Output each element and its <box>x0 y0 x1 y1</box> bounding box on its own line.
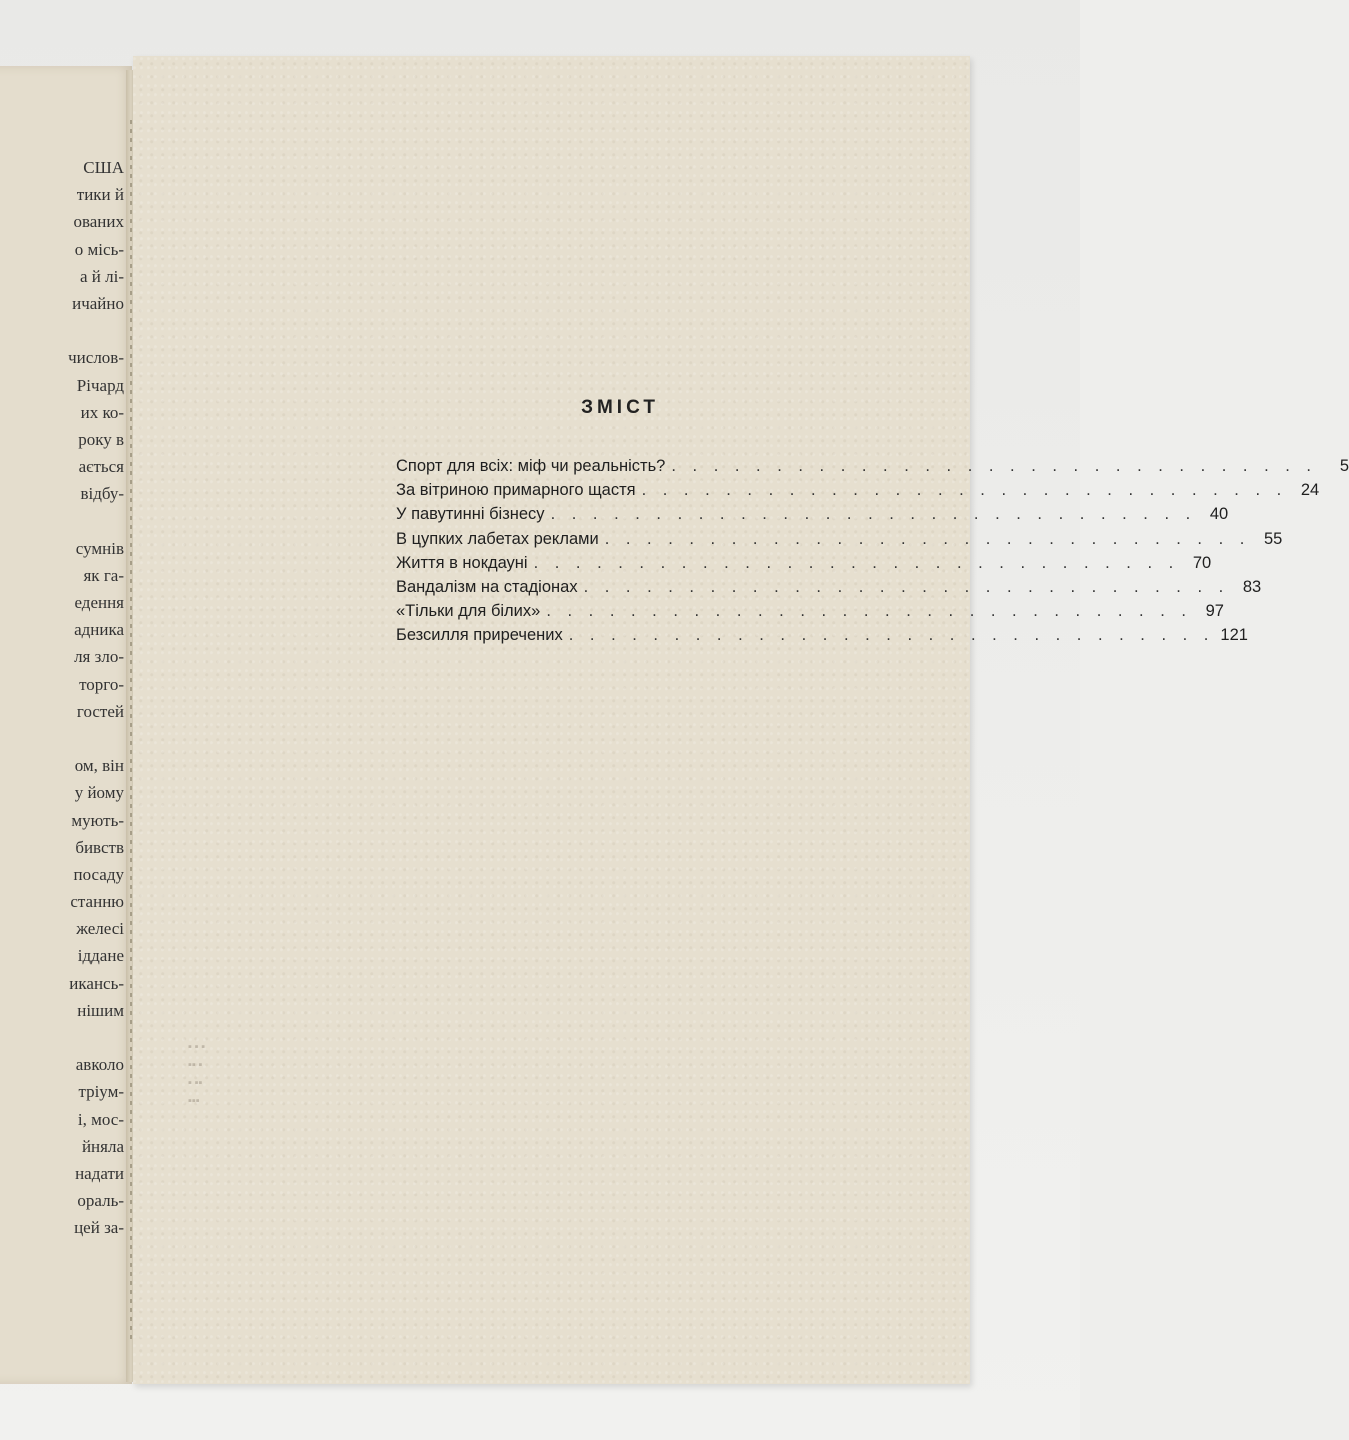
left-page-line: числов- <box>68 348 124 368</box>
left-page-line: відбу- <box>80 484 124 504</box>
left-page-line: о місь- <box>74 239 124 259</box>
toc-entry-title: В цупких лабетах реклами <box>396 529 599 548</box>
toc-dot-leader: . . . . . . . . . . . . . . . . . . . . . . . . . . . . . . . <box>550 505 1197 524</box>
toc-entry-title: «Тільки для білих» <box>396 602 541 621</box>
left-page-line: иканcь- <box>69 973 124 993</box>
left-page-line: гостей <box>76 701 124 721</box>
left-page-line: року в <box>78 429 124 449</box>
toc-entry-title: У павутинні бізнесу <box>396 505 545 524</box>
left-page-line: желесі <box>76 919 124 939</box>
toc-entry-title: Життя в нокдауні <box>396 553 528 572</box>
left-page-line: едення <box>74 593 124 612</box>
left-page-line: сумнів <box>75 538 124 558</box>
left-page-line: ованих <box>73 212 124 232</box>
paragraph-gap <box>0 725 124 752</box>
left-page-line: адника <box>74 620 124 640</box>
toc-entry <box>396 599 1224 623</box>
left-page-line: і, мос- <box>77 1109 124 1129</box>
toc-entry <box>396 623 1248 647</box>
right-page <box>133 56 970 1384</box>
toc-entry-page: 24 <box>1300 481 1320 500</box>
left-page-line: их ко- <box>80 402 124 422</box>
left-page-line: нішим <box>77 1000 124 1020</box>
paragraph-gap <box>0 1024 124 1051</box>
left-page-line: цей за- <box>74 1218 124 1238</box>
left-page-line: тріум- <box>78 1082 124 1102</box>
left-page-line: тики й <box>76 185 124 205</box>
toc-dot-leader: . . . . . . . . . . . . . . . . . . . . . . . . . . . . . . . <box>568 626 1215 645</box>
left-page-line: мують- <box>71 810 124 830</box>
toc-entry-page: 121 <box>1220 626 1248 645</box>
paragraph-gap <box>0 317 124 344</box>
toc-entry-page: 97 <box>1205 602 1224 621</box>
toc-title: ЗМІСТ <box>581 397 659 418</box>
left-page-line: ораль- <box>77 1191 124 1211</box>
left-page-line: ля зло- <box>74 647 124 667</box>
left-page-line: США <box>83 158 124 177</box>
left-page-line: а й лі- <box>79 266 124 286</box>
left-page-text <box>0 154 124 1242</box>
toc-entry-title: Спорт для всіх: міф чи реальність? <box>396 457 666 475</box>
toc-entry <box>396 575 1262 599</box>
left-page-line: йняла <box>81 1136 124 1156</box>
left-page-line: торго- <box>79 674 124 694</box>
left-page-line: посаду <box>73 864 124 884</box>
left-page-line: ається <box>78 457 124 477</box>
left-page-line: ом, він <box>74 756 124 776</box>
toc-dot-leader: . . . . . . . . . . . . . . . . . . . . . . . . . . . . . . . <box>671 457 1317 475</box>
toc-entry <box>396 502 1229 526</box>
toc-entry-page: 55 <box>1263 529 1283 548</box>
paragraph-gap <box>0 507 124 534</box>
left-page-line: надати <box>75 1163 124 1183</box>
left-page-line: авколо <box>75 1055 124 1075</box>
left-page-line: бивств <box>75 837 124 857</box>
toc-entry-page: 5 <box>1339 457 1349 475</box>
faint-stamp-mark: ▪ ▪ ▪ ▪▪ ▪ ▪ ▪▪ ▪▪▪ <box>188 1041 206 1107</box>
toc-dot-leader: . . . . . . . . . . . . . . . . . . . . . . . . . . . . . . . <box>604 529 1251 548</box>
toc-entry-page: 70 <box>1192 553 1212 572</box>
toc-dot-leader: . . . . . . . . . . . . . . . . . . . . . . . . . . . . . . . <box>533 553 1180 572</box>
left-page-line: як га- <box>83 565 124 585</box>
toc-entry <box>396 478 1320 502</box>
left-page-line: ичайно <box>72 293 124 313</box>
left-page-line: станню <box>70 892 124 912</box>
left-page-line: іддане <box>77 946 124 966</box>
toc-entry <box>396 454 1349 478</box>
toc-entry <box>396 551 1212 575</box>
left-page-line: Річард <box>76 375 124 395</box>
left-page-line: у йому <box>74 783 124 803</box>
toc-entry <box>396 527 1283 551</box>
toc-entry-page: 83 <box>1242 577 1262 596</box>
toc-entry-title: За вітриною примарного щастя <box>396 481 636 500</box>
toc-dot-leader: . . . . . . . . . . . . . . . . . . . . . . . . . . . . . . . <box>583 577 1230 596</box>
left-page <box>0 66 132 1384</box>
table-of-contents <box>396 454 1349 648</box>
toc-dot-leader: . . . . . . . . . . . . . . . . . . . . . . . . . . . . . . . <box>641 481 1288 500</box>
toc-dot-leader: . . . . . . . . . . . . . . . . . . . . . . . . . . . . . . . <box>546 602 1192 621</box>
toc-entry-title: Безсилля приречених <box>396 626 563 645</box>
toc-entry-page: 40 <box>1209 505 1229 524</box>
toc-entry-title: Вандалізм на стадіонах <box>396 577 578 596</box>
spine-stitching <box>130 120 132 1340</box>
